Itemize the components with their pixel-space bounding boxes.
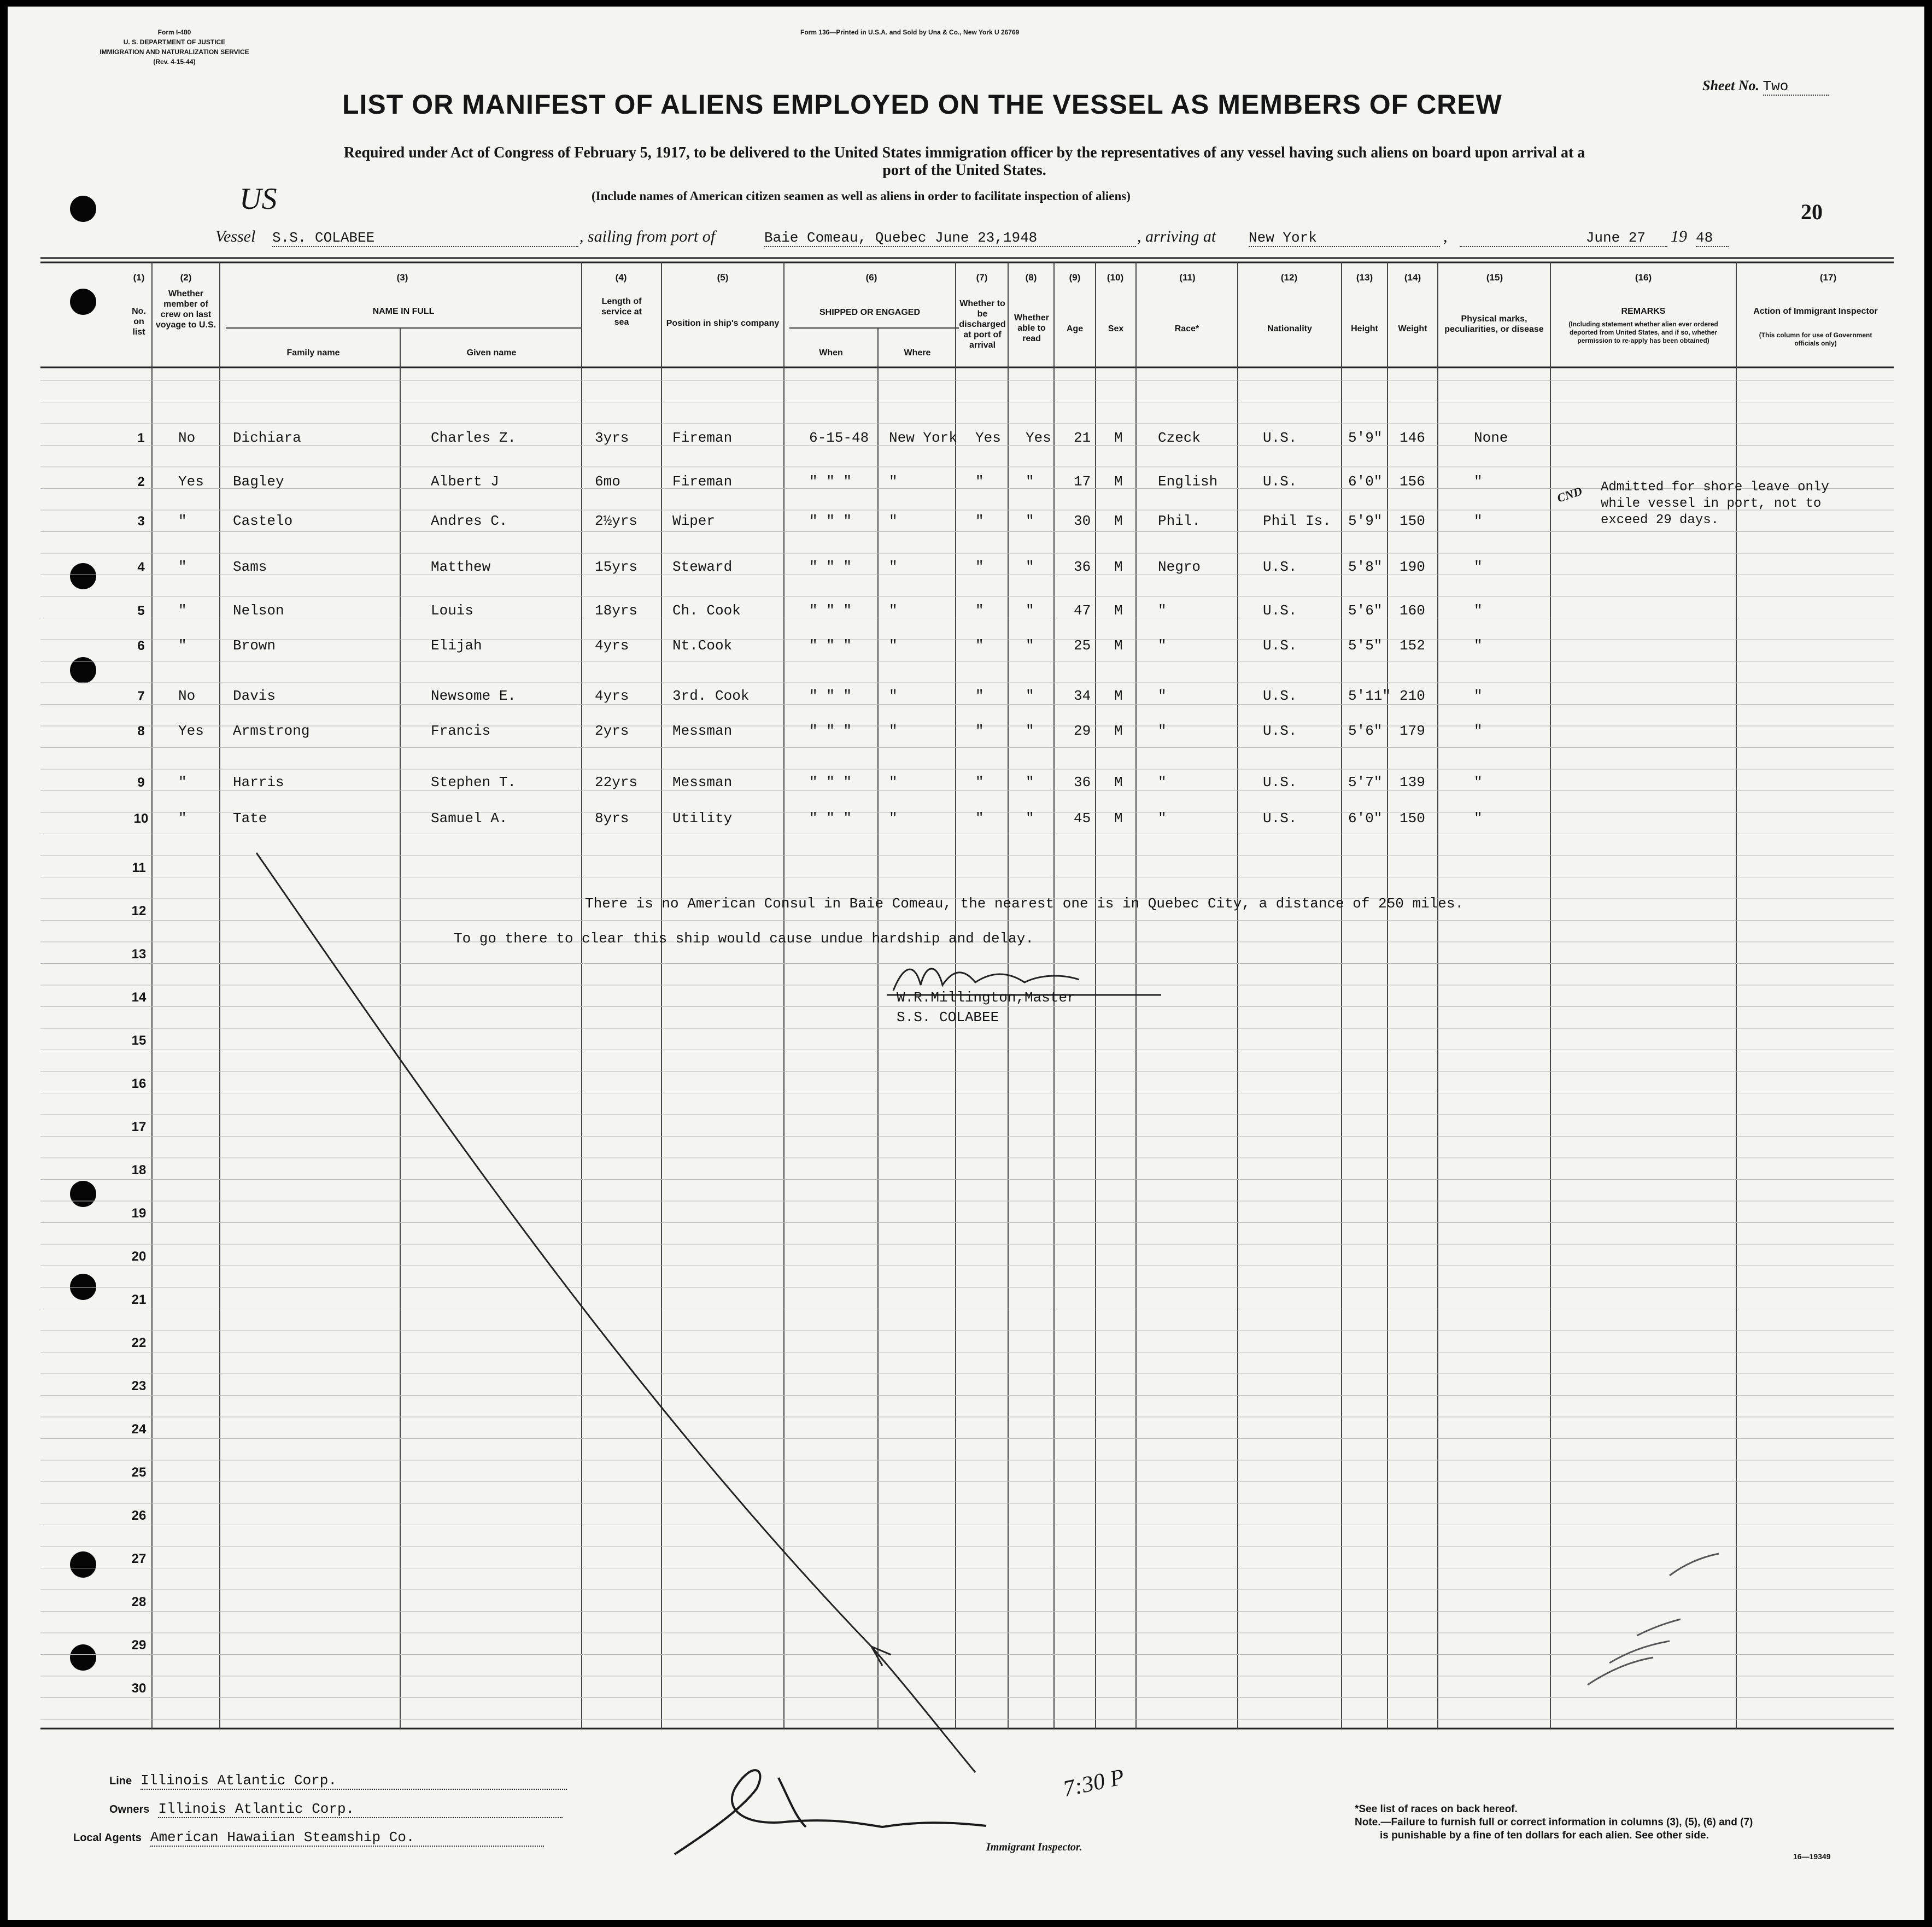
row-number: 2 bbox=[137, 475, 145, 489]
shipped-when: " " " bbox=[809, 637, 852, 654]
form-code: 16—19349 bbox=[1793, 1852, 1831, 1861]
col-header-height: Height bbox=[1351, 324, 1378, 333]
shipped-where: " bbox=[889, 513, 898, 529]
height: 5'6" bbox=[1348, 602, 1383, 619]
sex: M bbox=[1114, 473, 1123, 490]
physical-marks: " bbox=[1474, 602, 1483, 619]
race: " bbox=[1158, 688, 1167, 704]
manifest-sheet bbox=[8, 7, 1924, 1920]
remark-line2: while vessel in port, not to bbox=[1601, 496, 1822, 511]
position: Ch. Cook bbox=[672, 602, 741, 619]
family-name: Nelson bbox=[233, 602, 284, 619]
row-number: 26 bbox=[131, 1508, 147, 1523]
line-label: Line bbox=[109, 1775, 132, 1787]
height: 5'6" bbox=[1348, 723, 1383, 739]
given-name: Francis bbox=[431, 723, 491, 739]
race: Phil. bbox=[1158, 513, 1201, 529]
row-number: 4 bbox=[137, 560, 145, 575]
row-number: 28 bbox=[131, 1595, 147, 1609]
able-to-read: " bbox=[1026, 513, 1034, 529]
owners-value: Illinois Atlantic Corp. bbox=[158, 1801, 563, 1818]
last-voyage: " bbox=[178, 810, 187, 827]
discharged: " bbox=[975, 473, 984, 490]
length-of-service: 2yrs bbox=[595, 723, 629, 739]
age: 47 bbox=[1074, 602, 1091, 619]
sex: M bbox=[1114, 513, 1123, 529]
given-name: Andres C. bbox=[431, 513, 508, 529]
weight: 179 bbox=[1400, 723, 1425, 739]
col-header-remarks-note: (Including statement whether alien ever ordered deported from United States, and if so, whether permission to re-apply has been obtained) bbox=[1568, 320, 1718, 344]
physical-marks: " bbox=[1474, 810, 1483, 827]
form-number: Form I-480 bbox=[157, 28, 191, 36]
col-num-14: (14) bbox=[1404, 272, 1421, 283]
given-name: Albert J bbox=[431, 473, 499, 490]
col-num-4: (4) bbox=[615, 272, 627, 283]
race: Negro bbox=[1158, 559, 1201, 575]
family-name: Davis bbox=[233, 688, 276, 704]
weight: 156 bbox=[1400, 473, 1425, 490]
revision: (Rev. 4-15-44) bbox=[153, 58, 196, 66]
sex: M bbox=[1114, 430, 1123, 446]
shipped-when: " " " bbox=[809, 513, 852, 529]
discharged: " bbox=[975, 602, 984, 619]
age: 29 bbox=[1074, 723, 1091, 739]
col-num-11: (11) bbox=[1179, 272, 1196, 283]
position: 3rd. Cook bbox=[672, 688, 750, 704]
note-penalty-cont: is punishable by a fine of ten dollars for each alien. See other side. bbox=[1380, 1830, 1709, 1841]
position: Steward bbox=[672, 559, 733, 575]
discharged: " bbox=[975, 774, 984, 790]
last-voyage: No bbox=[178, 430, 196, 446]
nationality: U.S. bbox=[1263, 473, 1297, 490]
shipped-when: " " " bbox=[809, 723, 852, 739]
sailing-label: , sailing from port of bbox=[579, 227, 716, 245]
age: 17 bbox=[1074, 473, 1091, 490]
shipped-when: " " " bbox=[809, 559, 852, 575]
last-voyage: " bbox=[178, 513, 187, 529]
age: 25 bbox=[1074, 637, 1091, 654]
physical-marks: " bbox=[1474, 473, 1483, 490]
remark-line3: exceed 29 days. bbox=[1601, 513, 1719, 528]
length-of-service: 8yrs bbox=[595, 810, 629, 827]
year-prefix: 19 bbox=[1671, 227, 1687, 245]
row-number: 9 bbox=[137, 775, 145, 790]
requirement-line2: port of the United States. bbox=[882, 162, 1046, 179]
vessel-name: S.S. COLABEE bbox=[272, 230, 578, 247]
shipped-when: " " " bbox=[809, 602, 852, 619]
weight: 150 bbox=[1400, 810, 1425, 827]
physical-marks: " bbox=[1474, 637, 1483, 654]
race: " bbox=[1158, 774, 1167, 790]
col-header-weight: Weight bbox=[1398, 324, 1427, 333]
nationality: U.S. bbox=[1263, 637, 1297, 654]
owners-label: Owners bbox=[109, 1803, 150, 1815]
weight: 160 bbox=[1400, 602, 1425, 619]
shipped-where: " bbox=[889, 559, 898, 575]
col-header-action-note: (This column for use of Government officials only) bbox=[1759, 331, 1872, 347]
include-note: (Include names of American citizen seamen as well as aliens in order to facilitate inspection of aliens) bbox=[592, 189, 1131, 203]
shipped-when: " " " bbox=[809, 473, 852, 490]
nationality: U.S. bbox=[1263, 559, 1297, 575]
able-to-read: " bbox=[1026, 602, 1034, 619]
height: 5'5" bbox=[1348, 637, 1383, 654]
col-num-6: (6) bbox=[865, 272, 877, 283]
shipped-where: " bbox=[889, 473, 898, 490]
length-of-service: 3yrs bbox=[595, 430, 629, 446]
col-num-13: (13) bbox=[1356, 272, 1373, 283]
length-of-service: 22yrs bbox=[595, 774, 638, 790]
form-title: LIST OR MANIFEST OF ALIENS EMPLOYED ON THE VESSEL AS MEMBERS OF CREW bbox=[342, 89, 1502, 120]
vessel-label: Vessel bbox=[215, 227, 256, 245]
nationality: U.S. bbox=[1263, 723, 1297, 739]
length-of-service: 2½yrs bbox=[595, 513, 638, 529]
last-voyage: Yes bbox=[178, 723, 204, 739]
printer-line: Form 136—Printed in U.S.A. and Sold by Una & Co., New York U 26769 bbox=[800, 28, 1020, 36]
master-name: W.R.Millington,Master bbox=[897, 989, 1076, 1006]
given-name: Charles Z. bbox=[431, 430, 517, 446]
sailing-port: Baie Comeau, Quebec June 23,1948 bbox=[764, 230, 1136, 247]
height: 5'7" bbox=[1348, 774, 1383, 790]
age: 36 bbox=[1074, 559, 1091, 575]
row-number: 5 bbox=[137, 604, 145, 618]
col-header-shipped-engaged: SHIPPED OR ENGAGED bbox=[819, 308, 921, 317]
discharged: " bbox=[975, 559, 984, 575]
sex: M bbox=[1114, 688, 1123, 704]
row-number: 8 bbox=[137, 724, 145, 739]
row-number: 14 bbox=[131, 990, 147, 1005]
col-header-able-to-read: Whether able to read bbox=[1014, 313, 1049, 343]
year-suffix: 48 bbox=[1696, 230, 1729, 247]
race: " bbox=[1158, 602, 1167, 619]
nationality: U.S. bbox=[1263, 430, 1297, 446]
col-num-10: (10) bbox=[1106, 272, 1124, 283]
shipped-when: " " " bbox=[809, 688, 852, 704]
col-header-when: When bbox=[819, 348, 843, 358]
row-number: 6 bbox=[137, 639, 145, 653]
race: English bbox=[1158, 473, 1218, 490]
weight: 190 bbox=[1400, 559, 1425, 575]
race: Czeck bbox=[1158, 430, 1201, 446]
row-number: 19 bbox=[131, 1206, 147, 1221]
able-to-read: " bbox=[1026, 810, 1034, 827]
able-to-read: " bbox=[1026, 688, 1034, 704]
physical-marks: " bbox=[1474, 723, 1483, 739]
age: 34 bbox=[1074, 688, 1091, 704]
col-num-1: (1) bbox=[133, 272, 145, 283]
last-voyage: " bbox=[178, 774, 187, 790]
note-penalty: Note.—Failure to furnish full or correct information in columns (3), (5), (6) and (7) bbox=[1355, 1817, 1753, 1828]
family-name: Sams bbox=[233, 559, 267, 575]
row-number: 13 bbox=[131, 947, 147, 962]
weight: 150 bbox=[1400, 513, 1425, 529]
arriving-label: , arriving at bbox=[1137, 227, 1216, 245]
col-header-where: Where bbox=[904, 348, 931, 358]
discharged: " bbox=[975, 513, 984, 529]
physical-marks: " bbox=[1474, 688, 1483, 704]
able-to-read: " bbox=[1026, 637, 1034, 654]
row-number: 27 bbox=[131, 1551, 147, 1566]
row-number: 29 bbox=[131, 1638, 147, 1653]
sex: M bbox=[1114, 810, 1123, 827]
col-num-7: (7) bbox=[976, 272, 988, 283]
nationality: U.S. bbox=[1263, 688, 1297, 704]
shipped-when: " " " bbox=[809, 810, 852, 827]
col-num-17: (17) bbox=[1819, 272, 1837, 283]
able-to-read: " bbox=[1026, 559, 1034, 575]
weight: 139 bbox=[1400, 774, 1425, 790]
sex: M bbox=[1114, 774, 1123, 790]
race: " bbox=[1158, 637, 1167, 654]
discharged: " bbox=[975, 723, 984, 739]
col-num-9: (9) bbox=[1069, 272, 1081, 283]
family-name: Harris bbox=[233, 774, 284, 790]
age: 30 bbox=[1074, 513, 1091, 529]
physical-marks: None bbox=[1474, 430, 1508, 446]
nationality: Phil Is. bbox=[1263, 513, 1331, 529]
row-number: 11 bbox=[132, 860, 146, 875]
sex: M bbox=[1114, 723, 1123, 739]
last-voyage: " bbox=[178, 602, 187, 619]
col-header-position: Position in ship's company bbox=[666, 319, 780, 328]
sheet-label: Sheet No. bbox=[1702, 78, 1759, 93]
row-number: 20 bbox=[131, 1249, 147, 1264]
row-number: 22 bbox=[131, 1336, 147, 1350]
age: 36 bbox=[1074, 774, 1091, 790]
consul-statement-line1: There is no American Consul in Baie Comeau, the nearest one is in Quebec City, a distance of 250 miles. bbox=[585, 895, 1464, 912]
discharged: " bbox=[975, 688, 984, 704]
able-to-read: Yes bbox=[1026, 430, 1051, 446]
family-name: Dichiara bbox=[233, 430, 301, 446]
length-of-service: 18yrs bbox=[595, 602, 638, 619]
position: Wiper bbox=[672, 513, 716, 529]
last-voyage: " bbox=[178, 637, 187, 654]
weight: 210 bbox=[1400, 688, 1425, 704]
col-header-length-of-service: Length of service at sea bbox=[601, 297, 642, 327]
height: 6'0" bbox=[1348, 473, 1383, 490]
footer-line-field bbox=[109, 1772, 567, 1790]
race: " bbox=[1158, 723, 1167, 739]
given-name: Louis bbox=[431, 602, 474, 619]
race: " bbox=[1158, 810, 1167, 827]
note-races: *See list of races on back hereof. bbox=[1355, 1803, 1518, 1815]
shipped-when: 6-15-48 bbox=[809, 430, 869, 446]
service-name: IMMIGRATION AND NATURALIZATION SERVICE bbox=[99, 48, 249, 56]
given-name: Samuel A. bbox=[431, 810, 508, 827]
col-num-2: (2) bbox=[180, 272, 192, 283]
row-number: 15 bbox=[131, 1033, 147, 1048]
physical-marks: " bbox=[1474, 559, 1483, 575]
sheet-number: Two bbox=[1763, 78, 1829, 96]
height: 6'0" bbox=[1348, 810, 1383, 827]
line-value: Illinois Atlantic Corp. bbox=[140, 1772, 567, 1790]
row-number: 17 bbox=[131, 1120, 147, 1134]
length-of-service: 6mo bbox=[595, 473, 620, 490]
given-name: Matthew bbox=[431, 559, 491, 575]
height: 5'8" bbox=[1348, 559, 1383, 575]
last-voyage: " bbox=[178, 559, 187, 575]
weight: 146 bbox=[1400, 430, 1425, 446]
col-num-16: (16) bbox=[1635, 272, 1652, 283]
col-num-15: (15) bbox=[1486, 272, 1503, 283]
nationality: U.S. bbox=[1263, 774, 1297, 790]
sex: M bbox=[1114, 602, 1123, 619]
nationality: U.S. bbox=[1263, 602, 1297, 619]
col-header-no-on-list: No. on list bbox=[132, 307, 146, 337]
given-name: Newsome E. bbox=[431, 688, 517, 704]
last-voyage: Yes bbox=[178, 473, 204, 490]
col-num-8: (8) bbox=[1025, 272, 1037, 283]
inspector-label: Immigrant Inspector. bbox=[986, 1841, 1082, 1853]
position: Messman bbox=[672, 774, 733, 790]
shipped-where: " bbox=[889, 602, 898, 619]
remark-line1: Admitted for shore leave only bbox=[1601, 480, 1829, 495]
given-name: Elijah bbox=[431, 637, 482, 654]
discharged: Yes bbox=[975, 430, 1001, 446]
col-header-nationality: Nationality bbox=[1267, 324, 1312, 333]
height: 5'9" bbox=[1348, 430, 1383, 446]
consul-statement-line2: To go there to clear this ship would cause undue hardship and delay. bbox=[454, 930, 1034, 947]
position: Messman bbox=[672, 723, 733, 739]
row-number: 16 bbox=[131, 1076, 147, 1091]
row-number: 23 bbox=[131, 1379, 147, 1393]
col-header-race: Race* bbox=[1174, 324, 1199, 333]
row-number: 10 bbox=[133, 811, 149, 826]
row-number: 25 bbox=[131, 1465, 147, 1480]
row-number: 3 bbox=[137, 514, 145, 529]
arrival-port: New York bbox=[1249, 230, 1440, 247]
shipped-where: " bbox=[889, 637, 898, 654]
given-name: Stephen T. bbox=[431, 774, 517, 790]
page-number: 20 bbox=[1801, 200, 1823, 224]
length-of-service: 4yrs bbox=[595, 637, 629, 654]
department: U. S. DEPARTMENT OF JUSTICE bbox=[123, 38, 226, 46]
family-name: Brown bbox=[233, 637, 276, 654]
family-name: Castelo bbox=[233, 513, 293, 529]
row-number: 30 bbox=[131, 1681, 147, 1696]
shipped-when: " " " bbox=[809, 774, 852, 790]
col-num-5: (5) bbox=[717, 272, 729, 283]
shipped-where: " bbox=[889, 688, 898, 704]
col-header-name-in-full: NAME IN FULL bbox=[372, 307, 435, 316]
col-header-remarks: REMARKS bbox=[1621, 307, 1666, 316]
agents-value: American Hawaiian Steamship Co. bbox=[150, 1829, 544, 1847]
footer-owners-field bbox=[109, 1801, 563, 1818]
height: 5'9" bbox=[1348, 513, 1383, 529]
row-number: 21 bbox=[131, 1292, 147, 1307]
age: 21 bbox=[1074, 430, 1091, 446]
col-header-age: Age bbox=[1066, 324, 1084, 333]
nationality: U.S. bbox=[1263, 810, 1297, 827]
last-voyage: No bbox=[178, 688, 196, 704]
agents-label: Local Agents bbox=[73, 1832, 142, 1844]
length-of-service: 4yrs bbox=[595, 688, 629, 704]
length-of-service: 15yrs bbox=[595, 559, 638, 575]
cancel-line bbox=[8, 7, 1924, 1920]
col-num-12: (12) bbox=[1280, 272, 1298, 283]
time-note: 7:30 P bbox=[1061, 1764, 1127, 1802]
date-separator: , bbox=[1443, 227, 1448, 245]
family-name: Bagley bbox=[233, 473, 284, 490]
physical-marks: " bbox=[1474, 774, 1483, 790]
family-name: Tate bbox=[233, 810, 267, 827]
cnd-mark: CND bbox=[1555, 484, 1584, 505]
age: 45 bbox=[1074, 810, 1091, 827]
height: 5'11" bbox=[1348, 688, 1391, 704]
row-number: 24 bbox=[131, 1422, 147, 1437]
position: Fireman bbox=[672, 473, 733, 490]
master-vessel: S.S. COLABEE bbox=[897, 1009, 999, 1026]
shipped-where: " bbox=[889, 810, 898, 827]
row-number: 12 bbox=[131, 904, 147, 918]
col-header-action: Action of Immigrant Inspector bbox=[1753, 307, 1878, 316]
family-name: Armstrong bbox=[233, 723, 310, 739]
sex: M bbox=[1114, 559, 1123, 575]
col-header-physical-marks: Physical marks, peculiarities, or disease bbox=[1444, 314, 1544, 334]
arrival-date: June 27 bbox=[1460, 230, 1667, 247]
shipped-where: New York bbox=[889, 430, 957, 446]
sex: M bbox=[1114, 637, 1123, 654]
row-number: 18 bbox=[131, 1163, 147, 1178]
discharged: " bbox=[975, 810, 984, 827]
weight: 152 bbox=[1400, 637, 1425, 654]
col-header-sex: Sex bbox=[1108, 324, 1124, 333]
discharged: " bbox=[975, 637, 984, 654]
col-header-discharged: Whether to be discharged at port of arrival bbox=[959, 299, 1006, 350]
able-to-read: " bbox=[1026, 723, 1034, 739]
row-number: 7 bbox=[137, 689, 145, 704]
footer-agents-field bbox=[73, 1829, 544, 1847]
requirement-line1: Required under Act of Congress of February 5, 1917, to be delivered to the United States immigration officer by the representatives of any vessel having such aliens on board upon arrival at a bbox=[343, 144, 1585, 161]
able-to-read: " bbox=[1026, 774, 1034, 790]
able-to-read: " bbox=[1026, 473, 1034, 490]
col-header-family-name: Family name bbox=[286, 348, 340, 358]
col-header-last-voyage: Whether member of crew on last voyage to U.S. bbox=[155, 289, 216, 330]
col-num-3: (3) bbox=[396, 272, 408, 283]
position: Utility bbox=[672, 810, 733, 827]
col-header-given-name: Given name bbox=[466, 348, 517, 358]
position: Nt.Cook bbox=[672, 637, 733, 654]
us-handwritten-mark: US bbox=[239, 182, 277, 216]
physical-marks: " bbox=[1474, 513, 1483, 529]
position: Fireman bbox=[672, 430, 733, 446]
footer-notes bbox=[1355, 1803, 1753, 1842]
row-number: 1 bbox=[137, 431, 145, 446]
shipped-where: " bbox=[889, 774, 898, 790]
shipped-where: " bbox=[889, 723, 898, 739]
